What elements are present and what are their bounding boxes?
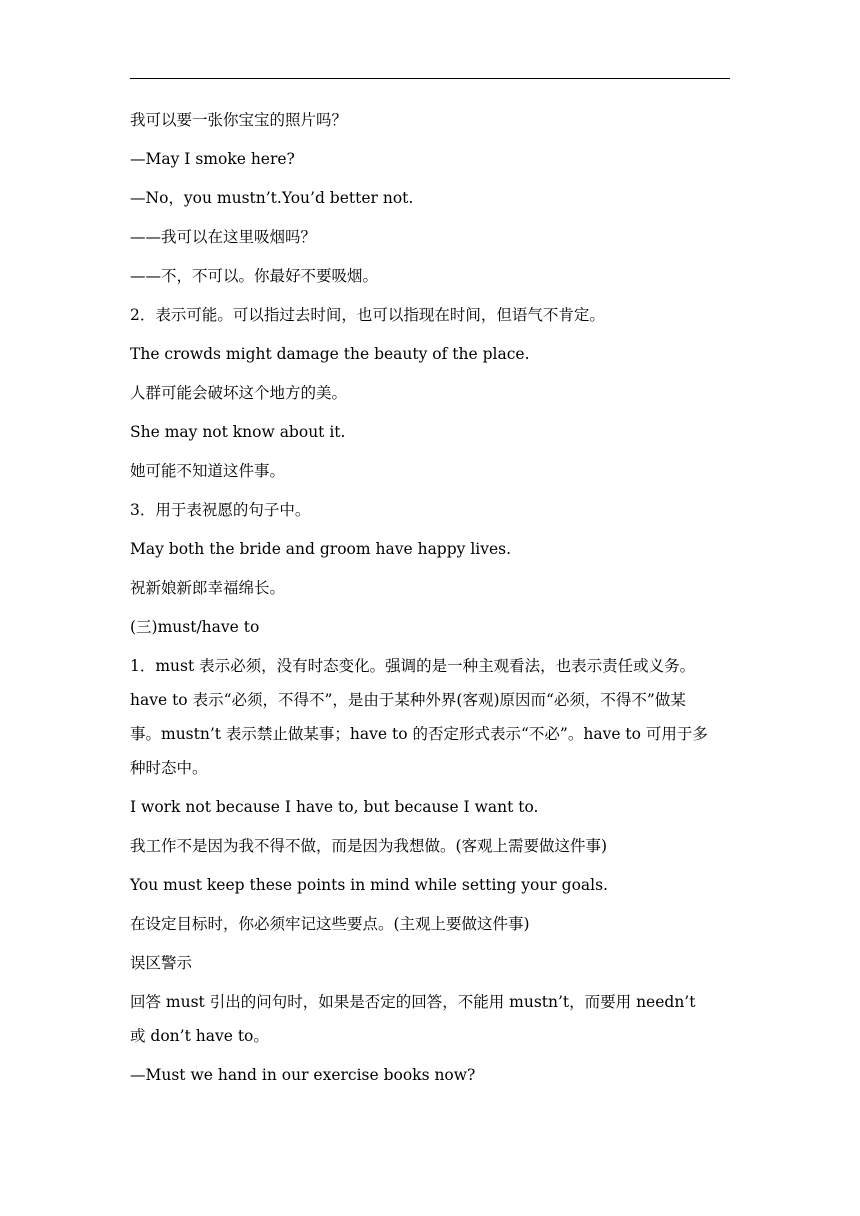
text-line: ——不，不可以。你最好不要吸烟。 [130,267,379,285]
text-line: 祝新娘新郎幸福绵长。 [130,579,286,597]
warning-paragraph [130,985,730,1053]
document-body [130,110,730,1104]
text-line: 我可以要一张你宝宝的照片吗？ [130,111,348,129]
text-line: ——我可以在这里吸烟吗？ [130,228,317,246]
text-line: The crowds might damage the beauty of the place. [130,345,530,363]
paragraph-line: 或 don’t have to。 [130,1027,269,1045]
section-heading: (三)must/have to [130,618,260,636]
paragraph-line: 回答 must 引出的问句时，如果是否定的回答，不能用 mustn’t，而要用 needn’t [130,993,696,1011]
text-line: 我工作不是因为我不得不做，而是因为我想做。(客观上需要做这件事) [130,837,608,855]
text-line: 人群可能会破坏这个地方的美。 [130,384,348,402]
text-line: 她可能不知道这件事。 [130,462,286,480]
text-line: You must keep these points in mind while setting your goals. [130,876,608,894]
text-line: 在设定目标时，你必须牢记这些要点。(主观上要做这件事) [130,915,530,933]
text-line: —May I smoke here? [130,150,295,168]
paragraph-line: have to 表示“必须，不得不”，是由于某种外界(客观)原因而“必须，不得不”做某 [130,691,686,709]
header-rule [130,78,730,79]
warning-heading: 误区警示 [130,954,193,972]
numbered-heading: 2．表示可能。可以指过去时间，也可以指现在时间，但语气不肯定。 [130,306,605,324]
text-line: I work not because I have to, but because I want to. [130,798,539,816]
numbered-heading: 3．用于表祝愿的句子中。 [130,501,311,519]
text-line: —Must we hand in our exercise books now? [130,1066,476,1084]
text-line: May both the bride and groom have happy lives. [130,540,512,558]
paragraph-line: 种时态中。 [130,759,208,777]
text-line: She may not know about it. [130,423,346,441]
paragraph-line: 1．must 表示必须，没有时态变化。强调的是一种主观看法，也表示责任或义务。 [130,657,696,675]
text-line: —No，you mustn’t.You’d better not. [130,189,414,207]
paragraph-line: 事。mustn’t 表示禁止做某事；have to 的否定形式表示“不必”。have to 可用于多 [130,725,708,743]
must-explanation-paragraph [130,649,730,785]
